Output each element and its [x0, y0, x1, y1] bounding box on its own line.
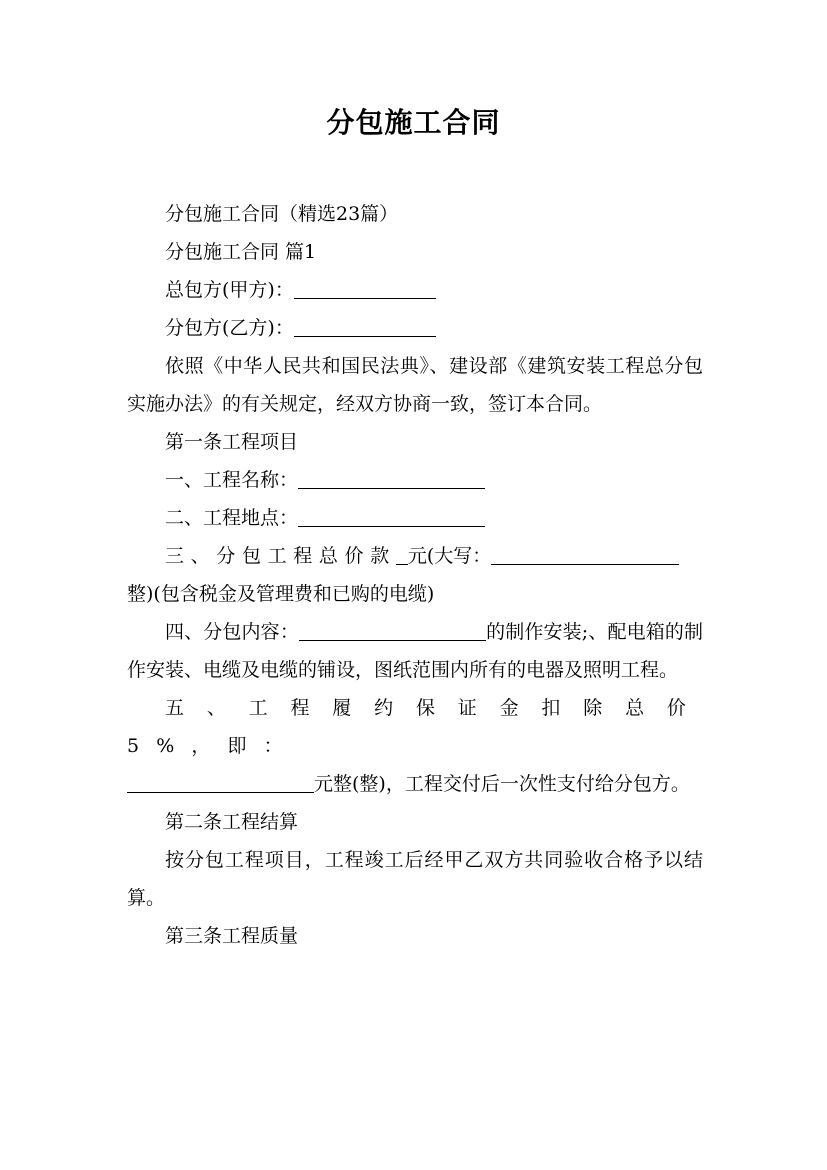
party-a-line	[127, 271, 703, 309]
content-label-b: 的制作安装;、配电箱的制作安装、电缆及电缆的铺设，图纸范围内所有的电器及照明工程。	[127, 621, 703, 681]
deposit-blank	[127, 771, 314, 793]
price-amount-blank	[396, 543, 408, 565]
deposit-paragraph	[127, 689, 703, 803]
price-label-a: 三、分包工程总价款	[165, 545, 396, 567]
subtitle: 分包施工合同（精选23篇）	[165, 203, 399, 225]
article1-title: 第一条工程项目	[165, 431, 299, 453]
price-words-blank	[491, 543, 679, 565]
project-location-blank	[298, 505, 485, 527]
deposit-label-a: 五、工程履约保证金扣除总价5%，即：	[127, 697, 703, 757]
deposit-label-b: 元整(整)，工程交付后一次性支付给分包方。	[314, 773, 690, 795]
party-b-blank	[294, 315, 436, 337]
price-label-b: 元(大写：	[407, 545, 492, 567]
price-line	[127, 537, 703, 613]
party-a-label: 总包方(甲方)：	[165, 279, 294, 301]
project-name-line	[127, 461, 703, 499]
section-heading: 分包施工合同 篇1	[165, 241, 317, 263]
document-body	[127, 195, 703, 955]
article2-title: 第二条工程结算	[165, 811, 299, 833]
party-b-label: 分包方(乙方)：	[165, 317, 294, 339]
project-location-line	[127, 499, 703, 537]
project-name-blank	[298, 467, 485, 489]
party-b-line	[127, 309, 703, 347]
settlement-paragraph: 按分包工程项目，工程竣工后经甲乙双方共同验收合格予以结算。	[127, 849, 703, 909]
project-name-label: 一、工程名称：	[165, 469, 299, 491]
content-label-a: 四、分包内容：	[165, 621, 299, 643]
project-location-label: 二、工程地点：	[165, 507, 299, 529]
document-title: 分包施工合同	[326, 106, 501, 139]
party-a-blank	[294, 277, 436, 299]
intro-paragraph: 依照《中华人民共和国民法典》、建设部《建筑安装工程总分包实施办法》的有关规定，经双方协商一致，签订本合同。	[127, 355, 703, 415]
price-label-c: 整)(包含税金及管理费和已购的电缆)	[127, 583, 435, 605]
content-blank	[299, 619, 486, 641]
article3-title: 第三条工程质量	[165, 925, 299, 947]
content-paragraph	[127, 613, 703, 689]
